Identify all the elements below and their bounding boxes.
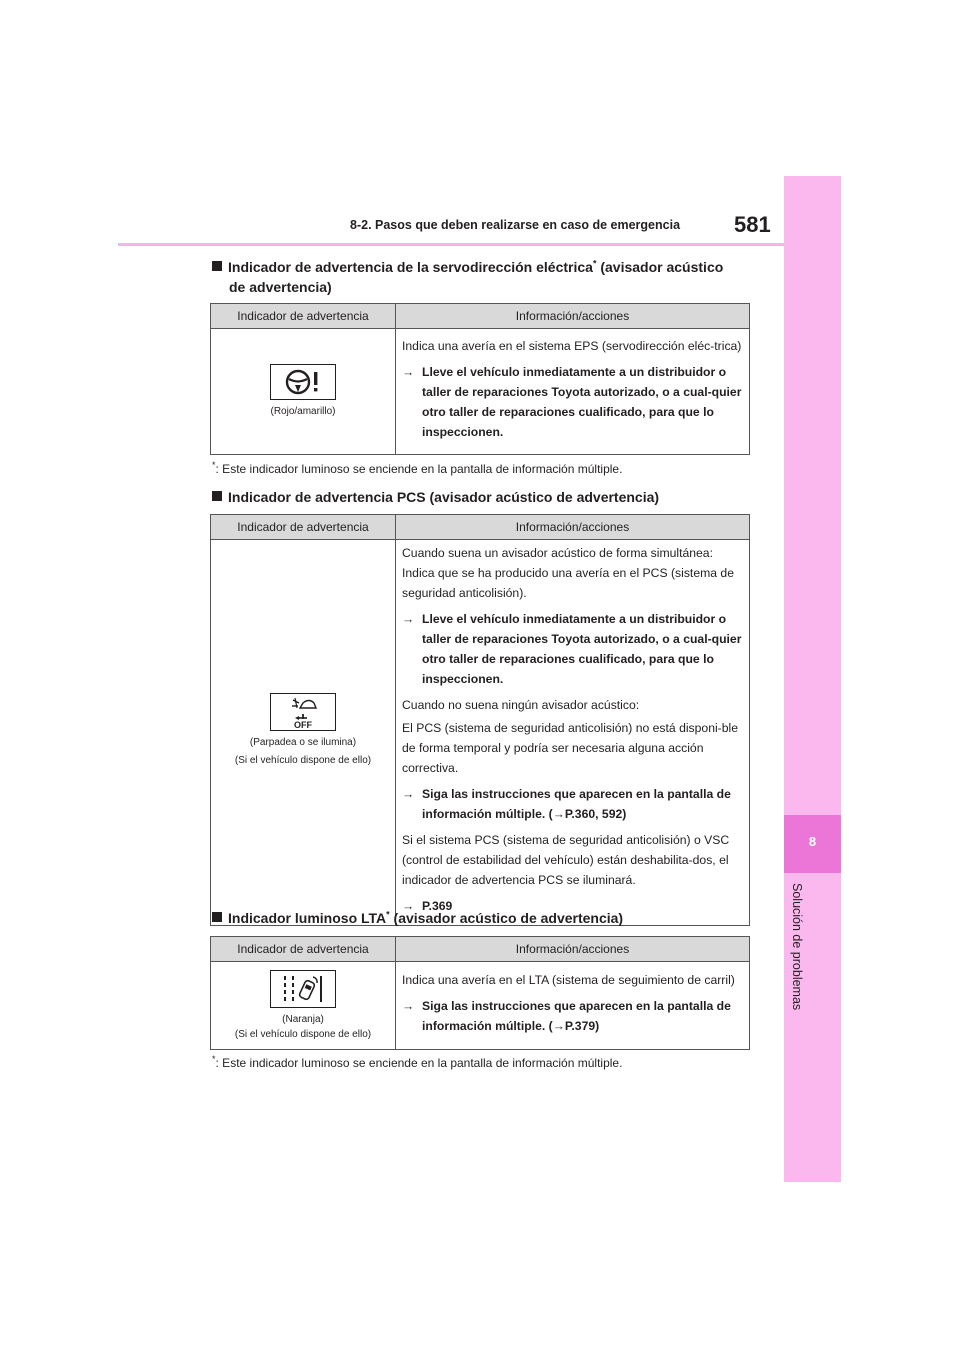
col-indicator-header: Indicador de advertencia — [211, 304, 396, 329]
col-info-header: Información/acciones — [396, 937, 750, 962]
lta-heading: Indicador luminoso LTA* (avisador acústico de advertencia) — [212, 908, 623, 928]
col-info-header: Información/acciones — [396, 304, 750, 329]
lta-description: Indica una avería en el LTA (sistema de seguimiento de carril) — [402, 972, 735, 987]
col-info-header: Información/acciones — [396, 515, 750, 540]
section-header: 8-2. Pasos que deben realizarse en caso de emergencia — [350, 218, 681, 232]
pcs-icon-caption-2: (Si el vehículo dispone de ello) — [234, 755, 372, 766]
bullet-square-icon — [212, 912, 222, 922]
eps-action: Lleve el vehículo inmediatamente a un distribuidor o taller de reparaciones Toyota autorizado, o a cual-quier otro taller de reparaciones cualificado, para que lo inspeccionen. — [422, 364, 742, 439]
eps-heading: Indicador de advertencia de la servodirección eléctrica* (avisador acústico de advertencia) — [212, 257, 723, 297]
col-indicator-header: Indicador de advertencia — [211, 515, 396, 540]
pcs-desc-2a: Cuando no suena ningún avisador acústico: — [402, 698, 640, 712]
lta-table: Indicador de advertencia Información/acciones (Naranja) (Si el vehículo dispone de ello) Indica una avería en el LTA (sistema de seguimiento de carril) → Siga las instrucciones que aparecen en la pantalla de información múltiple. (→P.379) — [210, 936, 750, 1050]
eps-table: Indicador de advertencia Información/acciones (Rojo/amarillo) Indica una avería en el sistema EPS (servodirección eléc-trica) → Lleve el vehículo inmediatamente a un distribuidor o taller de reparaciones Toyota autorizado, o a cual-quier otro taller de reparaciones cualificado, para que lo inspeccionen. — [210, 303, 750, 455]
eps-icon-caption: (Rojo/amarillo) — [270, 406, 336, 417]
lta-icon-caption-2: (Si el vehículo dispone de ello) — [234, 1028, 372, 1040]
page-number: 581 — [734, 212, 771, 237]
bullet-square-icon — [212, 491, 222, 501]
bullet-square-icon — [212, 261, 222, 271]
lta-icon — [270, 970, 336, 1008]
pcs-off-icon — [270, 693, 336, 731]
eps-description: Indica una avería en el sistema EPS (servodirección eléc-trica) — [402, 338, 742, 353]
header-rule — [118, 243, 784, 246]
col-indicator-header: Indicador de advertencia — [211, 937, 396, 962]
pcs-action-1: Lleve el vehículo inmediatamente a un distribuidor o taller de reparaciones Toyota autorizado, o a cual-quier otro taller de reparaciones cualificado, para que lo inspeccionen. — [422, 612, 742, 686]
pcs-heading: Indicador de advertencia PCS (avisador acústico de advertencia) — [212, 487, 659, 507]
chapter-number: 8 — [808, 834, 817, 849]
pcs-table: Indicador de advertencia Información/acciones OFF (Parpadea o se ilumina) (Si el vehículo dispone de ello) Cuando suena un avisador acústico de forma simultánea: Indica que se ha producido una avería en el PCS (sistema de seguridad anticolisión). → Lleve el vehículo inmediatamente a un distribuidor o taller de reparaciones Toyota autorizado, o a cual-quier otro taller de reparaciones cualificado, para que lo inspeccionen. Cuando no suena ningún avisador acústico: El PCS (sistema de seguridad anticolisión) no está disponi-ble de forma temporal y podría ser necesaria alguna acción correctiva. → Siga las instrucciones que aparecen en la pantalla de información múltiple. (→P.360, 592) Si el sistema PCS (sistema de seguridad anticolisión) o VSC (control de estabilidad del vehículo) están deshabilita-dos, el indicador de advertencia PCS se iluminará. → P.369 — [210, 514, 750, 926]
steering-warning-icon — [270, 364, 336, 400]
pcs-action-3: P.369 — [422, 899, 453, 913]
pcs-desc-3: Si el sistema PCS (sistema de seguridad anticolisión) o VSC (control de estabilidad del vehículo) están deshabilita-dos, el indicador de advertencia PCS se iluminará. — [402, 833, 730, 887]
pcs-desc-1: Cuando suena un avisador acústico de forma simultánea: Indica que se ha producido una avería en el PCS (sistema de seguridad anticolisión). — [402, 546, 734, 600]
lta-action: Siga las instrucciones que aparecen en la pantalla de información múltiple. (→P.379) — [422, 998, 731, 1033]
eps-footnote: *: Este indicador luminoso se enciende en la pantalla de información múltiple. — [212, 460, 623, 476]
pcs-desc-2b: El PCS (sistema de seguridad anticolisión) no está disponi-ble de forma temporal y podría ser necesaria alguna acción correctiva. — [402, 721, 739, 775]
lta-footnote: *: Este indicador luminoso se enciende en la pantalla de información múltiple. — [212, 1054, 623, 1070]
svg-text:OFF: OFF — [294, 720, 312, 730]
chapter-title: Solución de problemas — [790, 883, 804, 1011]
pcs-action-2: Siga las instrucciones que aparecen en la pantalla de información múltiple. (→P.360, 592) — [422, 787, 731, 821]
lta-icon-caption-1: (Naranja) — [282, 1013, 324, 1025]
pcs-icon-caption-1: (Parpadea o se ilumina) — [249, 737, 357, 748]
